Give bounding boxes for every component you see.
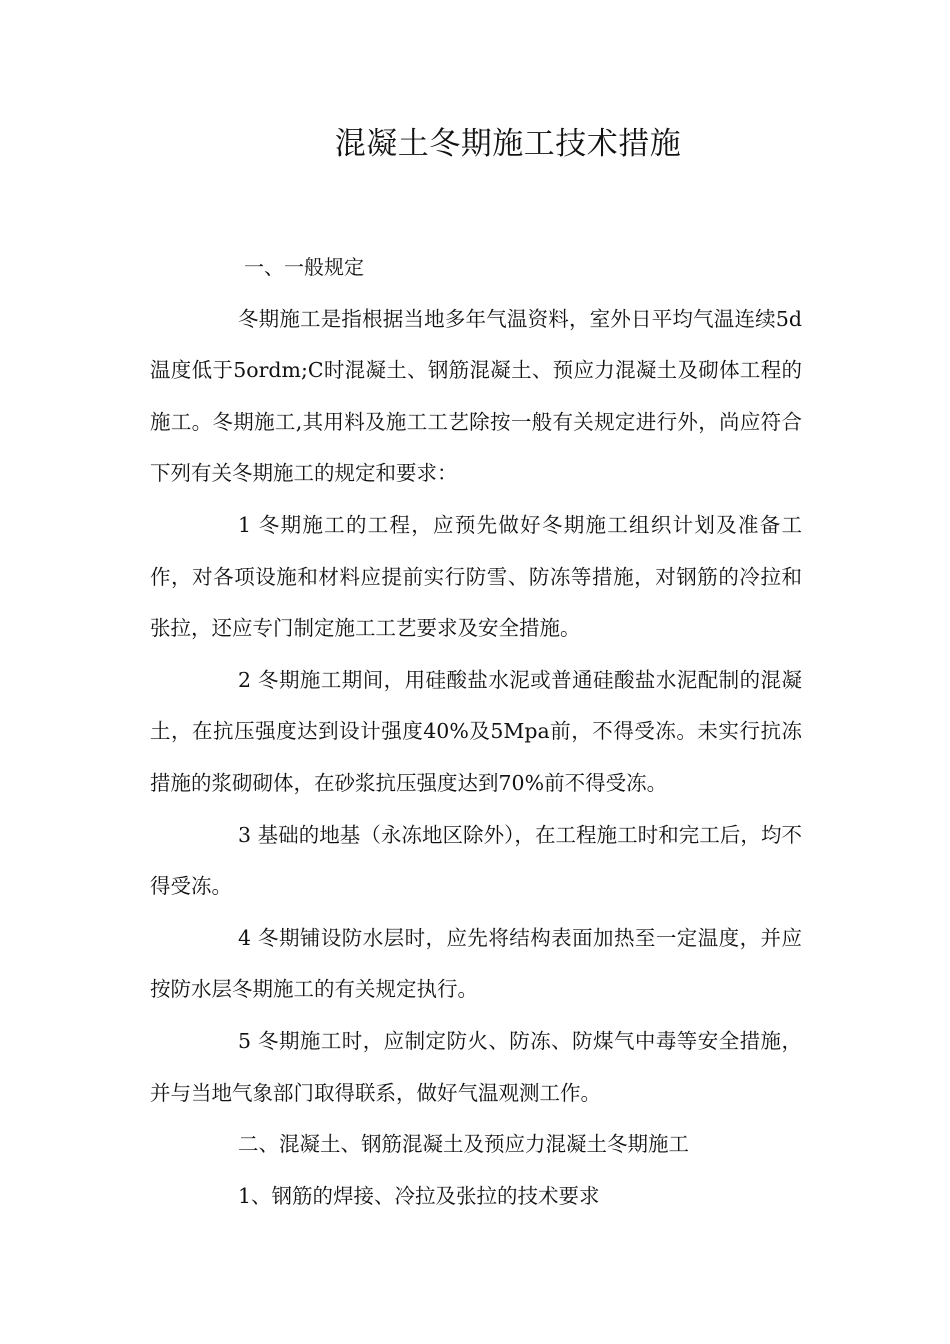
rule-item-3: 3 基础的地基（永冻地区除外），在工程施工时和完工后，均不得受冻。 [150, 822, 802, 899]
document-title: 混凝土冬期施工技术措施 [334, 126, 682, 162]
intro-paragraph: 冬期施工是指根据当地多年气温资料，室外日平均气温连续5d温度低于5ordm;C时混凝土、钢筋混凝土、预应力混凝土及砌体工程的施工。冬期施工,其用料及施工工艺除按一般有关规定进行外，尚应符合下列有关冬期施工的规定和要求： [150, 306, 802, 486]
document-body [150, 242, 802, 1222]
rule-item-4: 4 冬期铺设防水层时，应先将结构表面加热至一定温度，并应按防水层冬期施工的有关规定执行。 [150, 925, 802, 1002]
rule-item-1: 1 冬期施工的工程，应预先做好冬期施工组织计划及准备工作，对各项设施和材料应提前实行防雪、防冻等措施，对钢筋的冷拉和张拉，还应专门制定施工工艺要求及安全措施。 [150, 512, 802, 641]
section-heading-general: 一、一般规定 [244, 255, 364, 279]
section-heading-concrete: 二、混凝土、钢筋混凝土及预应力混凝土冬期施工 [238, 1132, 689, 1157]
subsection-heading-rebar: 1、钢筋的焊接、冷拉及张拉的技术要求 [238, 1183, 600, 1208]
rule-item-5: 5 冬期施工时，应制定防火、防冻、防煤气中毒等安全措施，并与当地气象部门取得联系，做好气温观测工作。 [150, 1028, 802, 1105]
rule-item-2: 2 冬期施工期间，用硅酸盐水泥或普通硅酸盐水泥配制的混凝土，在抗压强度达到设计强度40%及5Mpa前，不得受冻。未实行抗冻措施的浆砌砌体，在砂浆抗压强度达到70%前不得受冻。 [150, 667, 802, 795]
